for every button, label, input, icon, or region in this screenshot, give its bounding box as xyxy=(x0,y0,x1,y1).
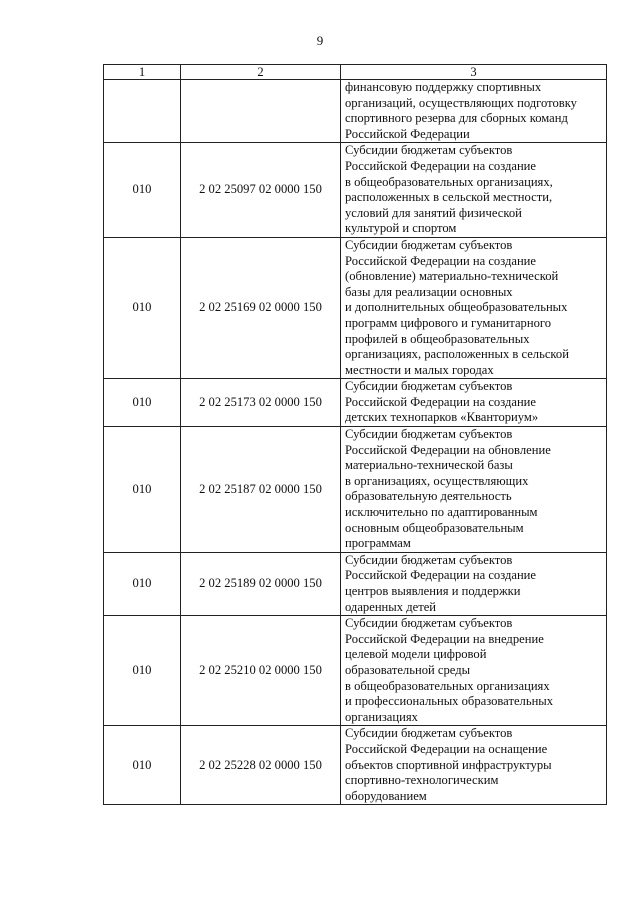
description-line: условий для занятий физической xyxy=(345,205,522,220)
description-line: (обновление) материально-технической xyxy=(345,269,559,284)
income-description-cell xyxy=(341,616,607,726)
description-line: Субсидии бюджетам субъектов xyxy=(345,237,513,252)
table-body xyxy=(104,65,607,805)
description-line: Субсидии бюджетам субъектов xyxy=(345,379,513,394)
admin-code-cell xyxy=(104,80,181,143)
budget-code-cell: 2 02 25097 02 0000 150 xyxy=(181,143,341,238)
description-line: Российской Федерации на создание xyxy=(345,568,537,583)
admin-code-cell: 010 xyxy=(104,237,181,378)
description-line: оборудованием xyxy=(345,788,427,803)
budget-code-cell: 2 02 25187 02 0000 150 xyxy=(181,427,341,553)
description-line: организациях xyxy=(345,709,418,724)
income-description-cell xyxy=(341,427,607,553)
table-row xyxy=(104,80,607,143)
description-line: образовательной среды xyxy=(345,662,471,677)
description-line: основным общеобразовательным xyxy=(345,520,524,535)
description-line: Субсидии бюджетам субъектов xyxy=(345,616,513,631)
description-line: Российской Федерации на создание xyxy=(345,394,537,409)
header-col-2: 2 xyxy=(181,65,341,80)
header-col-1: 1 xyxy=(104,65,181,80)
description-line: организациях, расположенных в сельской xyxy=(345,347,569,362)
admin-code-cell: 010 xyxy=(104,143,181,238)
description-line: Российской Федерации xyxy=(345,126,470,141)
page-number: 9 xyxy=(316,33,324,48)
budget-code-cell xyxy=(181,80,341,143)
description-line: Российской Федерации на внедрение xyxy=(345,631,544,646)
description-line: объектов спортивной инфраструктуры xyxy=(345,757,552,772)
admin-code-cell: 010 xyxy=(104,379,181,427)
description-line: Субсидии бюджетам субъектов xyxy=(345,552,513,567)
budget-code-cell: 2 02 25173 02 0000 150 xyxy=(181,379,341,427)
income-description-cell xyxy=(341,237,607,378)
description-line: местности и малых городах xyxy=(345,362,494,377)
description-line: Субсидии бюджетам субъектов xyxy=(345,143,513,158)
budget-classification-table xyxy=(103,64,607,805)
table-row xyxy=(104,379,607,427)
admin-code-cell: 010 xyxy=(104,427,181,553)
description-line: спортивного резерва для сборных команд xyxy=(345,111,568,126)
budget-code-cell: 2 02 25210 02 0000 150 xyxy=(181,616,341,726)
description-line: культурой и спортом xyxy=(345,221,457,236)
table-row xyxy=(104,237,607,378)
table-row xyxy=(104,427,607,553)
admin-code-cell: 010 xyxy=(104,726,181,805)
description-line: в организациях, осуществляющих xyxy=(345,473,529,488)
admin-code-cell: 010 xyxy=(104,616,181,726)
description-line: базы для реализации основных xyxy=(345,284,513,299)
description-line: центров выявления и поддержки xyxy=(345,584,521,598)
description-line: в общеобразовательных организациях, xyxy=(345,174,553,189)
budget-code-cell: 2 02 25189 02 0000 150 xyxy=(181,552,341,615)
description-line: финансовую поддержку спортивных xyxy=(345,80,542,94)
description-line: программам xyxy=(345,536,411,551)
description-line: Российской Федерации на оснащение xyxy=(345,741,548,756)
table-row xyxy=(104,143,607,238)
description-line: и профессиональных образовательных xyxy=(345,694,554,709)
income-description-cell xyxy=(341,143,607,238)
description-line: Российской Федерации на создание xyxy=(345,158,537,173)
header-col-3: 3 xyxy=(341,65,607,80)
income-description-cell xyxy=(341,379,607,427)
description-line: Субсидии бюджетам субъектов xyxy=(345,427,513,442)
description-line: исключительно по адаптированным xyxy=(345,505,538,520)
description-line: одаренных детей xyxy=(345,599,437,614)
description-line: Российской Федерации на обновление xyxy=(345,442,551,457)
description-line: в общеобразовательных организациях xyxy=(345,678,550,693)
admin-code-cell: 010 xyxy=(104,552,181,615)
description-line: расположенных в сельской местности, xyxy=(345,190,553,205)
description-line: Российской Федерации на создание xyxy=(345,253,537,268)
description-line: образовательную деятельность xyxy=(345,489,512,504)
table-header-row xyxy=(104,65,607,80)
budget-code-cell: 2 02 25228 02 0000 150 xyxy=(181,726,341,805)
table-row xyxy=(104,616,607,726)
description-line: профилей в общеобразовательных xyxy=(345,331,530,346)
budget-code-cell: 2 02 25169 02 0000 150 xyxy=(181,237,341,378)
income-description-cell xyxy=(341,552,607,615)
description-line: детских технопарков «Кванториум» xyxy=(345,410,539,425)
table-row xyxy=(104,552,607,615)
table-row xyxy=(104,726,607,805)
description-line: целевой модели цифровой xyxy=(345,647,487,662)
description-line: программ цифрового и гуманитарного xyxy=(345,315,552,330)
description-line: организаций, осуществляющих подготовку xyxy=(345,95,577,110)
description-line: Субсидии бюджетам субъектов xyxy=(345,726,513,741)
description-line: спортивно-технологическим xyxy=(345,773,499,788)
income-description-cell xyxy=(341,726,607,805)
description-line: и дополнительных общеобразовательных xyxy=(345,300,568,315)
description-line: материально-технической базы xyxy=(345,458,513,473)
income-description-cell xyxy=(341,80,607,143)
